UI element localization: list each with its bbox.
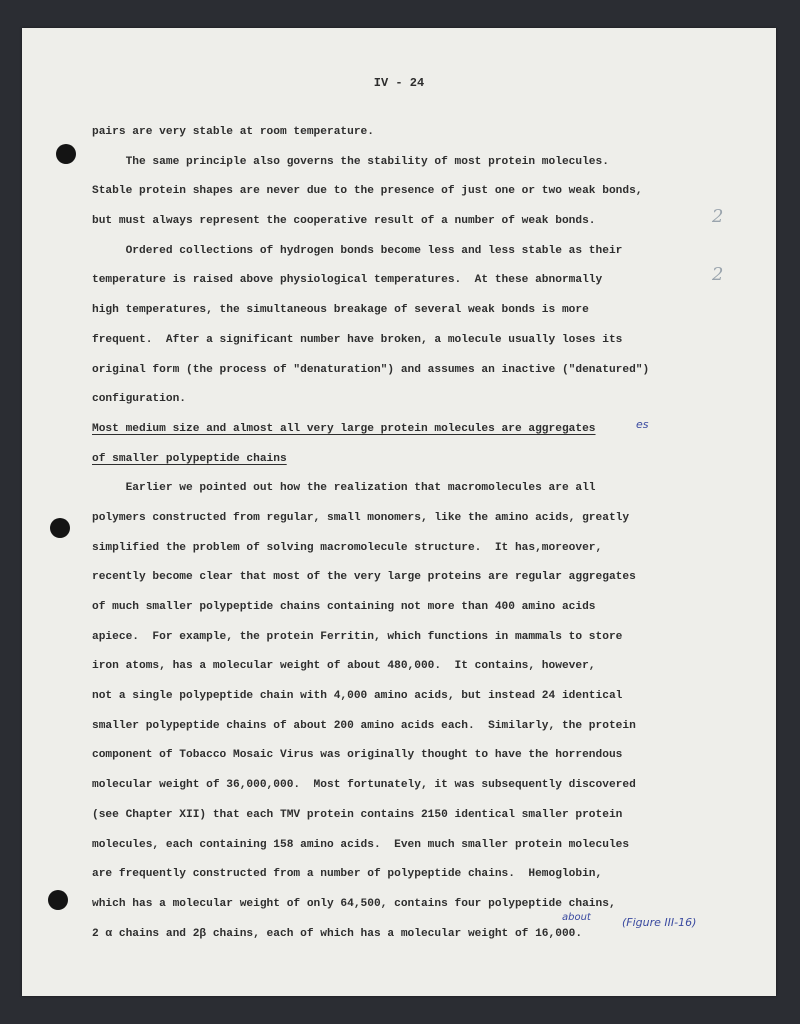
text-line: The same principle also governs the stability of most protein molecules. — [92, 155, 609, 168]
text-line: recently become clear that most of the very large proteins are regular aggregates — [92, 571, 636, 584]
document-page — [22, 28, 776, 996]
punch-hole — [48, 890, 68, 910]
section-heading: of smaller polypeptide chains — [92, 452, 287, 465]
text-line: but must always represent the cooperative result of a number of weak bonds. — [92, 215, 596, 228]
text-line: iron atoms, has a molecular weight of about 480,000. It contains, however, — [92, 660, 596, 673]
handwritten-about: about — [562, 912, 591, 923]
text-line: original form (the process of "denaturation") and assumes an inactive ("denatured") — [92, 363, 650, 376]
text-line: Stable protein shapes are never due to the presence of just one or two weak bonds, — [92, 185, 643, 198]
text-line: molecular weight of 36,000,000. Most fortunately, it was subsequently discovered — [92, 779, 636, 792]
text-line: molecules, each containing 158 amino acids. Even much smaller protein molecules — [92, 838, 630, 851]
text-line: of much smaller polypeptide chains containing not more than 400 amino acids — [92, 601, 596, 613]
handwritten-insert: es — [636, 418, 649, 431]
text-line: 2 α chains and 2β chains, each of which has a molecular weight of 16,000. — [92, 927, 583, 940]
text-line: frequent. After a significant number have broken, a molecule usually loses its — [92, 333, 623, 346]
text-line: are frequently constructed from a number of polypeptide chains. Hemoglobin, — [92, 868, 603, 881]
text-line: Ordered collections of hydrogen bonds become less and less stable as their — [92, 244, 623, 257]
body-text — [92, 118, 722, 949]
punch-hole — [50, 518, 70, 538]
text-line: pairs are very stable at room temperature. — [92, 126, 374, 138]
text-line: polymers constructed from regular, small monomers, like the amino acids, greatly — [92, 511, 630, 524]
text-line: apiece. For example, the protein Ferritin, which functions in mammals to store — [92, 630, 623, 643]
margin-mark: 2 — [712, 264, 724, 285]
margin-mark: 2 — [712, 206, 724, 227]
punch-hole — [56, 144, 76, 164]
text-line: not a single polypeptide chain with 4,000 amino acids, but instead 24 identical — [92, 690, 623, 703]
text-line: configuration. — [92, 393, 186, 406]
text-line: (see Chapter XII) that each TMV protein contains 2150 identical smaller protein — [92, 808, 623, 821]
text-line: temperature is raised above physiological temperatures. At these abnormally — [92, 274, 603, 287]
handwritten-figure-ref: (Figure III-16) — [622, 916, 697, 929]
text-line: component of Tobacco Mosaic Virus was originally thought to have the horrendous — [92, 749, 623, 762]
text-line: Earlier we pointed out how the realization that macromolecules are all — [92, 482, 596, 495]
text-line: high temperatures, the simultaneous breakage of several weak bonds is more — [92, 304, 589, 317]
text-line: simplified the problem of solving macromolecule structure. It has,moreover, — [92, 541, 603, 554]
text-line: smaller polypeptide chains of about 200 amino acids each. Similarly, the protein — [92, 719, 636, 732]
page-number: IV - 24 — [373, 76, 425, 90]
text-line: which has a molecular weight of only 64,500, contains four polypeptide chains, — [92, 897, 616, 910]
section-heading: Most medium size and almost all very large protein molecules are aggregates — [92, 422, 596, 435]
